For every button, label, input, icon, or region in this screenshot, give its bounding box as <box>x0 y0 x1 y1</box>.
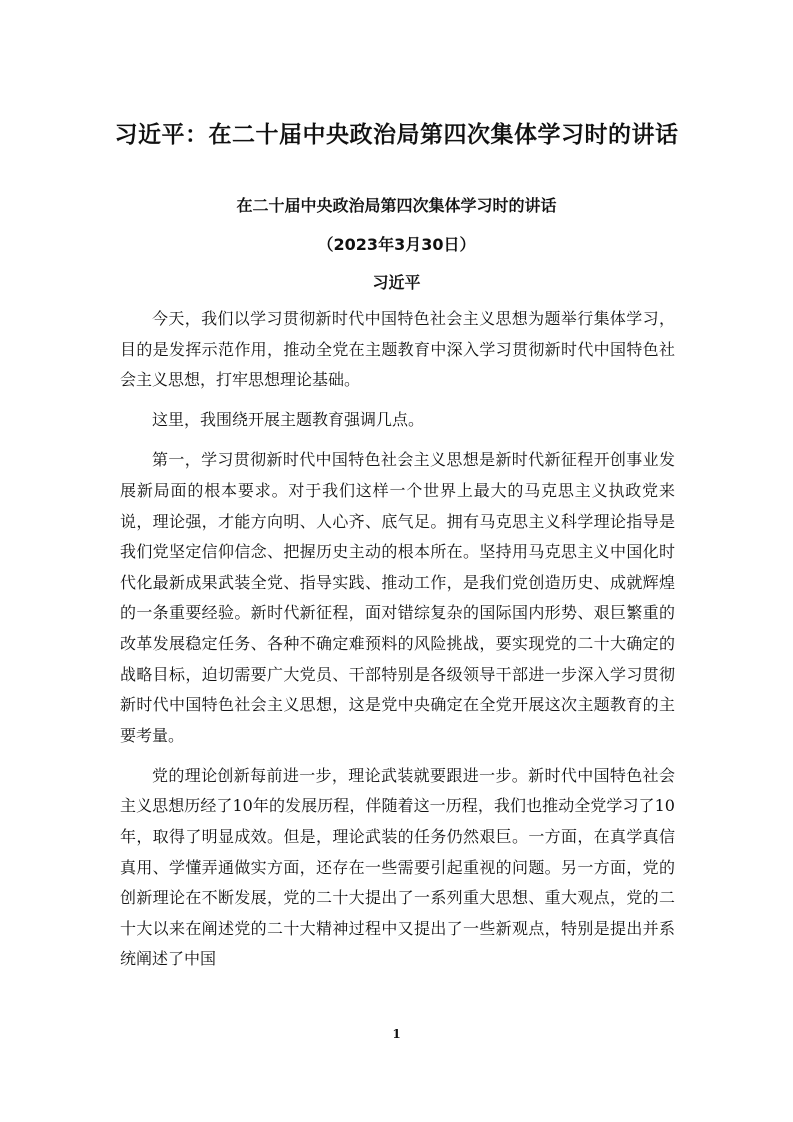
paragraph: 第一，学习贯彻新时代中国特色社会主义思想是新时代新征程开创事业发展新局面的根本要求。对于我们这样一个世界上最大的马克思主义执政党来说，理论强，才能方向明、人心齐、底气足。拥有马克思主义科学理论指导是我们党坚定信仰信念、把握历史主动的根本所在。坚持用马克思主义中国化时代化最新成果武装全党、指导实践、推动工作，是我们党创造历史、成就辉煌的一条重要经验。新时代新征程，面对错综复杂的国际国内形势、艰巨繁重的改革发展稳定任务、各种不确定难预料的风险挑战，要实现党的二十大确定的战略目标，迫切需要广大党员、干部特别是各级领导干部进一步深入学习贯彻新时代中国特色社会主义思想，这是党中央确定在全党开展这次主题教育的主要考量。 <box>120 450 675 745</box>
paragraph: 今天，我们以学习贯彻新时代中国特色社会主义思想为题举行集体学习，目的是发挥示范作用，推动全党在主题教育中深入学习贯彻新时代中国特色社会主义思想，打牢思想理论基础。 <box>120 309 675 390</box>
main-title: 习近平：在二十届中央政治局第四次集体学习时的讲话 <box>114 122 679 148</box>
speech-date: （2023年3月30日） <box>317 235 476 254</box>
page-number: 1 <box>392 1027 401 1041</box>
paragraph: 党的理论创新每前进一步，理论武装就要跟进一步。新时代中国特色社会主义思想历经了10年的发展历程，伴随着这一历程，我们也推动全党学习了10年，取得了明显成效。但是，理论武装的任务仍然艰巨。一方面，在真学真信真用、学懂弄通做实方面，还存在一些需要引起重视的问题。另一方面，党的创新理论在不断发展，党的二十大提出了一系列重大思想、重大观点，党的二十大以来在阐述党的二十大精神过程中又提出了一些新观点，特别是提出并系统阐述了中国 <box>120 765 675 969</box>
speech-author: 习近平 <box>372 273 421 292</box>
speech-subtitle: 在二十届中央政治局第四次集体学习时的讲话 <box>236 196 557 215</box>
body-text <box>120 304 675 984</box>
paragraph: 这里，我围绕开展主题教育强调几点。 <box>152 410 425 430</box>
